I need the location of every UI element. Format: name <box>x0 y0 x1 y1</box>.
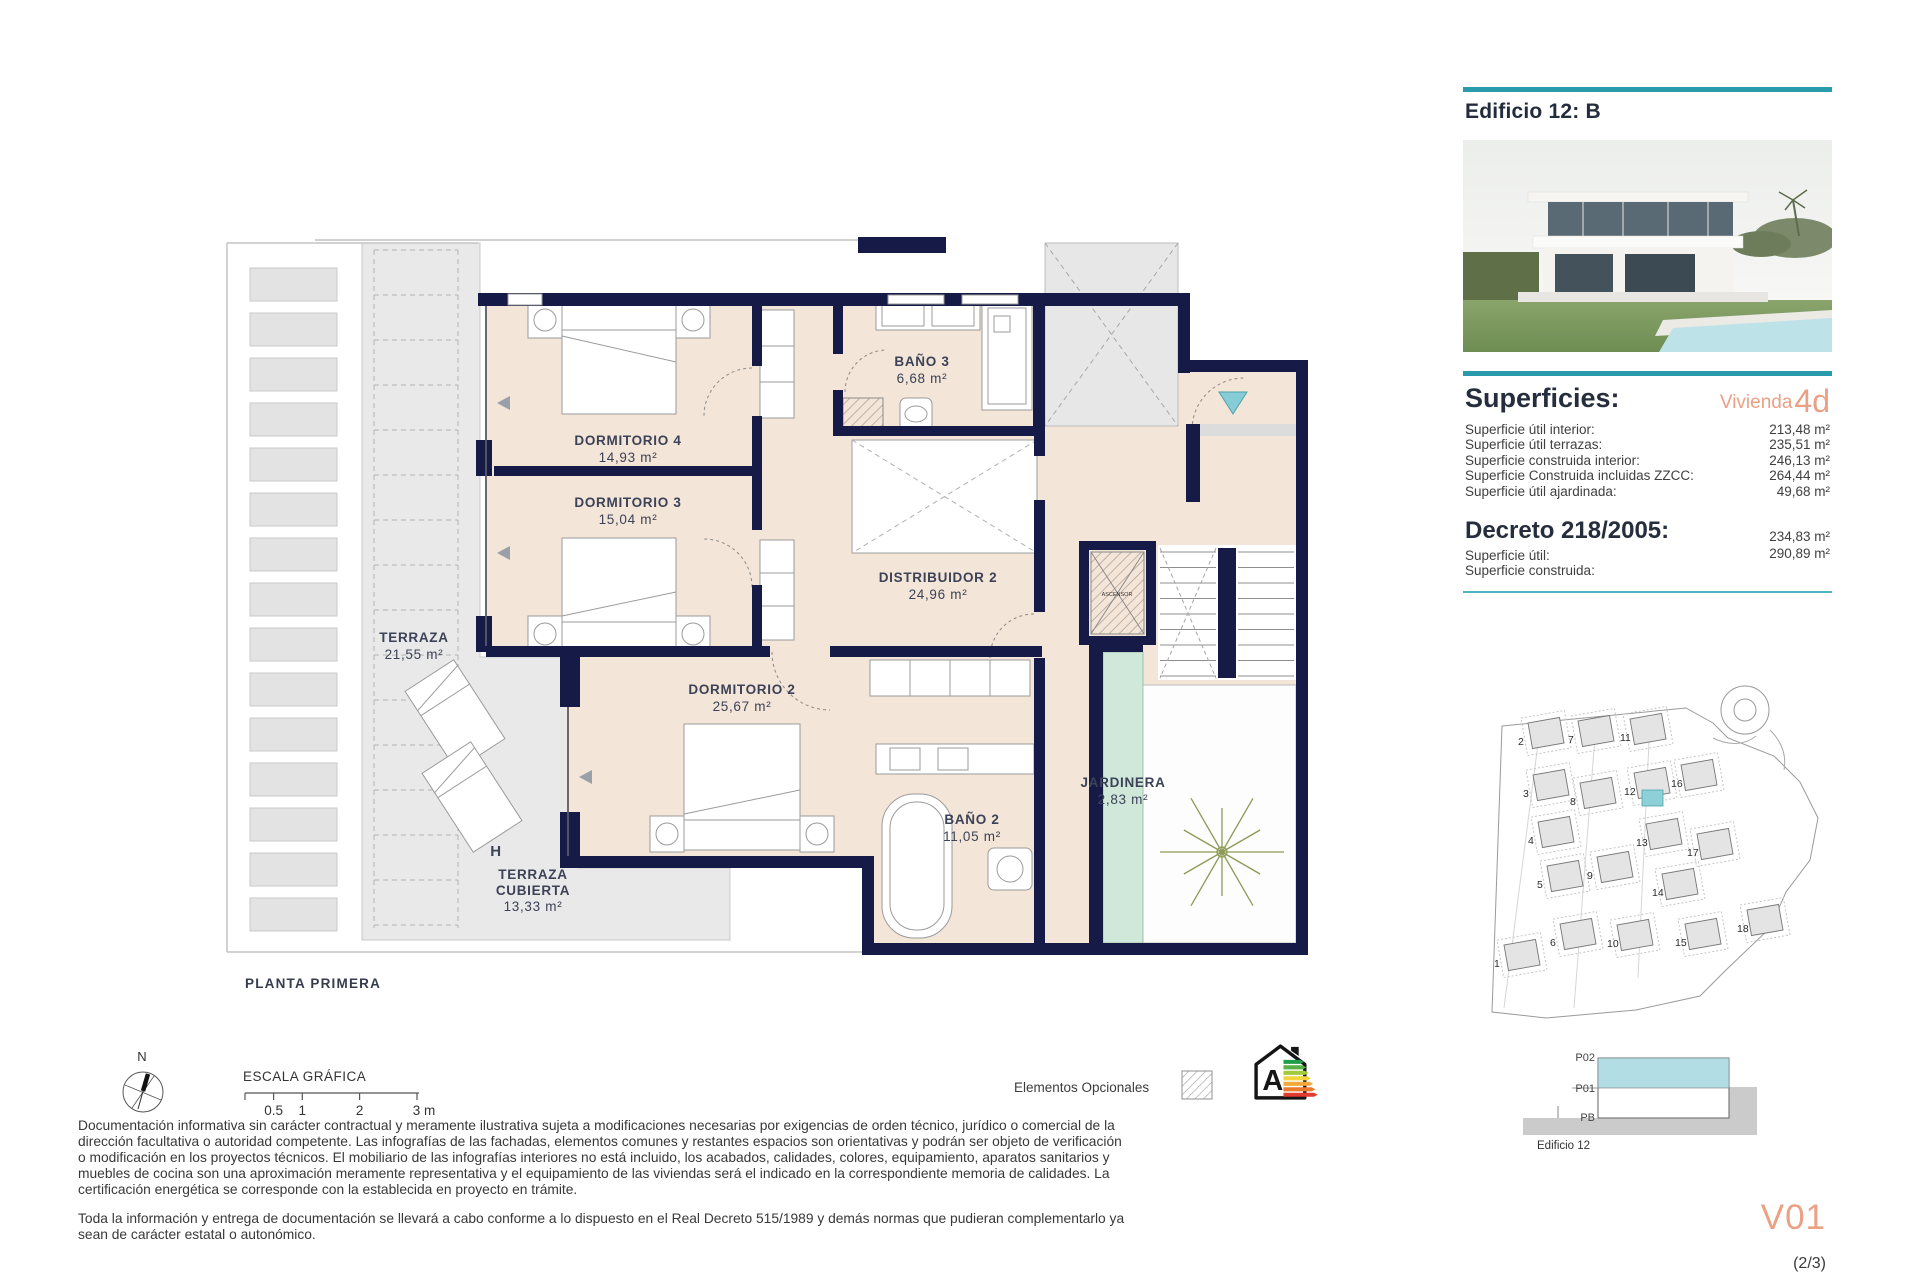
site-unit-number: 18 <box>1737 923 1749 935</box>
row-label: Superficie construida interior: <box>1465 452 1640 468</box>
site-unit-number: 9 <box>1587 870 1593 882</box>
site-unit <box>1537 853 1590 898</box>
optional-elements-hatch-icon <box>1181 1070 1213 1100</box>
disclaimer <box>78 1118 1128 1256</box>
row-value: 234,83 m² <box>1769 529 1830 544</box>
site-unit <box>1607 912 1660 957</box>
scale-tick: 3 m <box>412 1103 436 1118</box>
site-unit-number: 13 <box>1636 837 1648 849</box>
divider-line <box>1463 591 1832 593</box>
roundabout <box>1721 686 1769 734</box>
louver-slats <box>250 268 337 931</box>
north-arrow-icon <box>112 1048 176 1120</box>
scale-tick: 0.5 <box>264 1103 283 1118</box>
room-area: 24,96 m² <box>908 587 968 602</box>
site-unit <box>1636 811 1689 856</box>
site-unit-number: 16 <box>1671 778 1683 790</box>
room-area: 11,05 m² <box>943 829 1001 844</box>
site-unit-number: 15 <box>1675 937 1687 949</box>
superficies-row <box>1465 422 1830 437</box>
entry-step <box>1190 424 1296 436</box>
row-value: 213,48 m² <box>1769 422 1830 437</box>
row-value: 264,44 m² <box>1769 468 1830 484</box>
superficies-row <box>1465 437 1830 452</box>
row-value: 290,89 m² <box>1769 545 1830 561</box>
toilet <box>988 848 1032 890</box>
row-label: Superficie construida: <box>1465 563 1595 579</box>
elevator <box>1091 552 1144 634</box>
north-label: N <box>137 1049 147 1064</box>
accent-bar <box>1463 371 1832 376</box>
room-label: JARDINERA <box>1080 775 1166 790</box>
decreto-heading: Decreto 218/2005: <box>1465 517 1670 544</box>
elevator-label: ASCENSOR <box>1101 592 1133 598</box>
room-label: DORMITORIO 2 <box>688 682 796 697</box>
garden-patio <box>1143 685 1296 943</box>
room-label: DORMITORIO 3 <box>574 495 682 510</box>
site-unit <box>1675 911 1728 956</box>
site-unit <box>1523 762 1576 807</box>
energy-rating-icon <box>1250 1040 1320 1104</box>
site-unit-number: 14 <box>1652 887 1664 899</box>
level-label: PB <box>1580 1112 1595 1124</box>
disclaimer-paragraph-2: Toda la información y entrega de documentación se llevará a cabo conforme a lo dispuesto en el Real Decreto 515/1989 y demás normas que pudieran complementarlo ya sean de carácter estatal o autonómico. <box>78 1211 1125 1242</box>
site-map-highlighted-unit <box>1642 790 1663 806</box>
site-unit <box>1620 706 1673 751</box>
site-unit-number: 11 <box>1620 732 1631 744</box>
site-unit <box>1687 821 1740 866</box>
page-indicator: (2/3) <box>1793 1255 1826 1272</box>
superficies-row <box>1465 453 1830 468</box>
row-value: 235,51 m² <box>1769 437 1830 453</box>
room-area: 21,55 m² <box>384 647 444 662</box>
room-label: DORMITORIO 4 <box>574 433 682 448</box>
site-unit-number: 2 <box>1518 736 1524 748</box>
site-unit <box>1518 710 1571 755</box>
site-unit-number: 5 <box>1537 879 1543 891</box>
room-label: TERRAZA <box>379 630 449 645</box>
site-unit-number: 7 <box>1568 734 1574 746</box>
building-title: Edificio 12: B <box>1465 100 1601 123</box>
optional-elements-label: Elementos Opcionales <box>1014 1080 1150 1095</box>
site-unit <box>1587 844 1640 889</box>
room-area: 6,68 m² <box>896 371 948 386</box>
room-label: CUBIERTA <box>495 883 571 898</box>
scale-tick: 1 <box>298 1103 307 1118</box>
level-label: P02 <box>1575 1052 1595 1064</box>
row-value: 49,68 m² <box>1776 483 1830 499</box>
bed-dormitorio3 <box>562 538 676 652</box>
room-label: DISTRIBUIDOR 2 <box>878 570 998 585</box>
roof-wall-segment <box>858 237 946 253</box>
site-unit-number: 6 <box>1550 937 1556 949</box>
marker-h: H <box>490 843 502 860</box>
elevation-highlighted-floor <box>1598 1058 1729 1088</box>
site-unit-number: 8 <box>1570 796 1576 808</box>
decreto-values <box>1769 529 1830 562</box>
room-area: 2,83 m² <box>1097 792 1149 807</box>
row-label: Superficie útil ajardinada: <box>1465 483 1617 499</box>
scale-title: ESCALA GRÁFICA <box>243 1069 367 1084</box>
site-unit-number: 3 <box>1523 788 1529 800</box>
vivienda-unit: 4d <box>1794 383 1830 419</box>
row-value: 246,13 m² <box>1769 452 1830 468</box>
vivienda-tag <box>1719 383 1830 419</box>
site-unit <box>1528 809 1581 854</box>
room-area: 25,67 m² <box>712 699 772 714</box>
wardrobe <box>760 310 794 418</box>
elevation-caption: Edificio 12 <box>1537 1140 1591 1152</box>
room-area: 14,93 m² <box>598 450 658 465</box>
row-label: Superficie útil: <box>1465 548 1550 563</box>
level-label: P01 <box>1575 1083 1595 1095</box>
site-unit-number: 10 <box>1607 938 1619 950</box>
building-render-image <box>1463 140 1832 352</box>
site-unit <box>1570 770 1623 815</box>
site-unit-number: 17 <box>1687 847 1699 859</box>
site-unit <box>1494 932 1547 977</box>
room-area: 15,04 m² <box>598 512 658 527</box>
site-unit-number: 12 <box>1624 786 1636 798</box>
superficies-row <box>1465 484 1830 499</box>
row-label: Superficie Construida incluidas ZZCC: <box>1465 468 1694 484</box>
decreto-labels <box>1465 548 1595 579</box>
accent-bar <box>1463 87 1832 92</box>
vivienda-label: Vivienda <box>1719 392 1793 413</box>
superficies-row <box>1465 468 1830 483</box>
scale-bar <box>243 1089 443 1119</box>
row-label: Superficie útil terrazas: <box>1465 437 1603 453</box>
version-label: V01 <box>1760 1198 1826 1237</box>
bed-dormitorio2 <box>684 724 800 850</box>
room-label: BAÑO 3 <box>894 354 950 369</box>
room-label: BAÑO 2 <box>944 812 1000 827</box>
site-unit <box>1652 861 1705 906</box>
wardrobe <box>760 540 794 640</box>
room-label: TERRAZA <box>498 867 568 882</box>
room-area: 13,33 m² <box>503 899 563 914</box>
plan-caption: PLANTA PRIMERA <box>245 976 382 991</box>
site-unit-number: 1 <box>1494 958 1500 970</box>
energy-rating-letter: A <box>1262 1065 1284 1098</box>
site-boundary <box>1492 708 1818 1018</box>
right-panel <box>1463 0 1832 1280</box>
disclaimer-paragraph-1: Documentación informativa sin carácter contractual y meramente ilustrativa sujeta a modificaciones necesarias por exigencias de orden técnico, jurídico o comercial de la dirección facultativa o autoridad competente. Las infografías de las fachadas, elementos comunes y restantes espacios son orientativas y podrán ser objeto de verificación o modificación en los proyectos técnicos. El mobiliario de las infografías interiores no está incluido, los acabados, calidades, colores, equipamiento, aparatos sanitarios y muebles de cocina son una aproximación meramente representativa y el equipamiento de las viviendas será el indicado en la correspondiente memoria de calidades. La certificación energética se corresponde con la establecida en proyecto en trámite. <box>78 1118 1122 1197</box>
elevation-diagram <box>1520 1043 1768 1163</box>
superficies-heading: Superficies: <box>1465 383 1620 413</box>
site-map <box>1488 678 1838 1038</box>
energy-bars <box>1283 1060 1317 1097</box>
site-unit <box>1550 911 1603 956</box>
site-unit <box>1737 897 1790 942</box>
row-label: Superficie útil interior: <box>1465 422 1595 437</box>
scale-tick: 2 <box>355 1103 364 1118</box>
site-unit-number: 4 <box>1528 835 1534 847</box>
superficies-table <box>1465 422 1830 499</box>
site-unit <box>1671 752 1724 797</box>
